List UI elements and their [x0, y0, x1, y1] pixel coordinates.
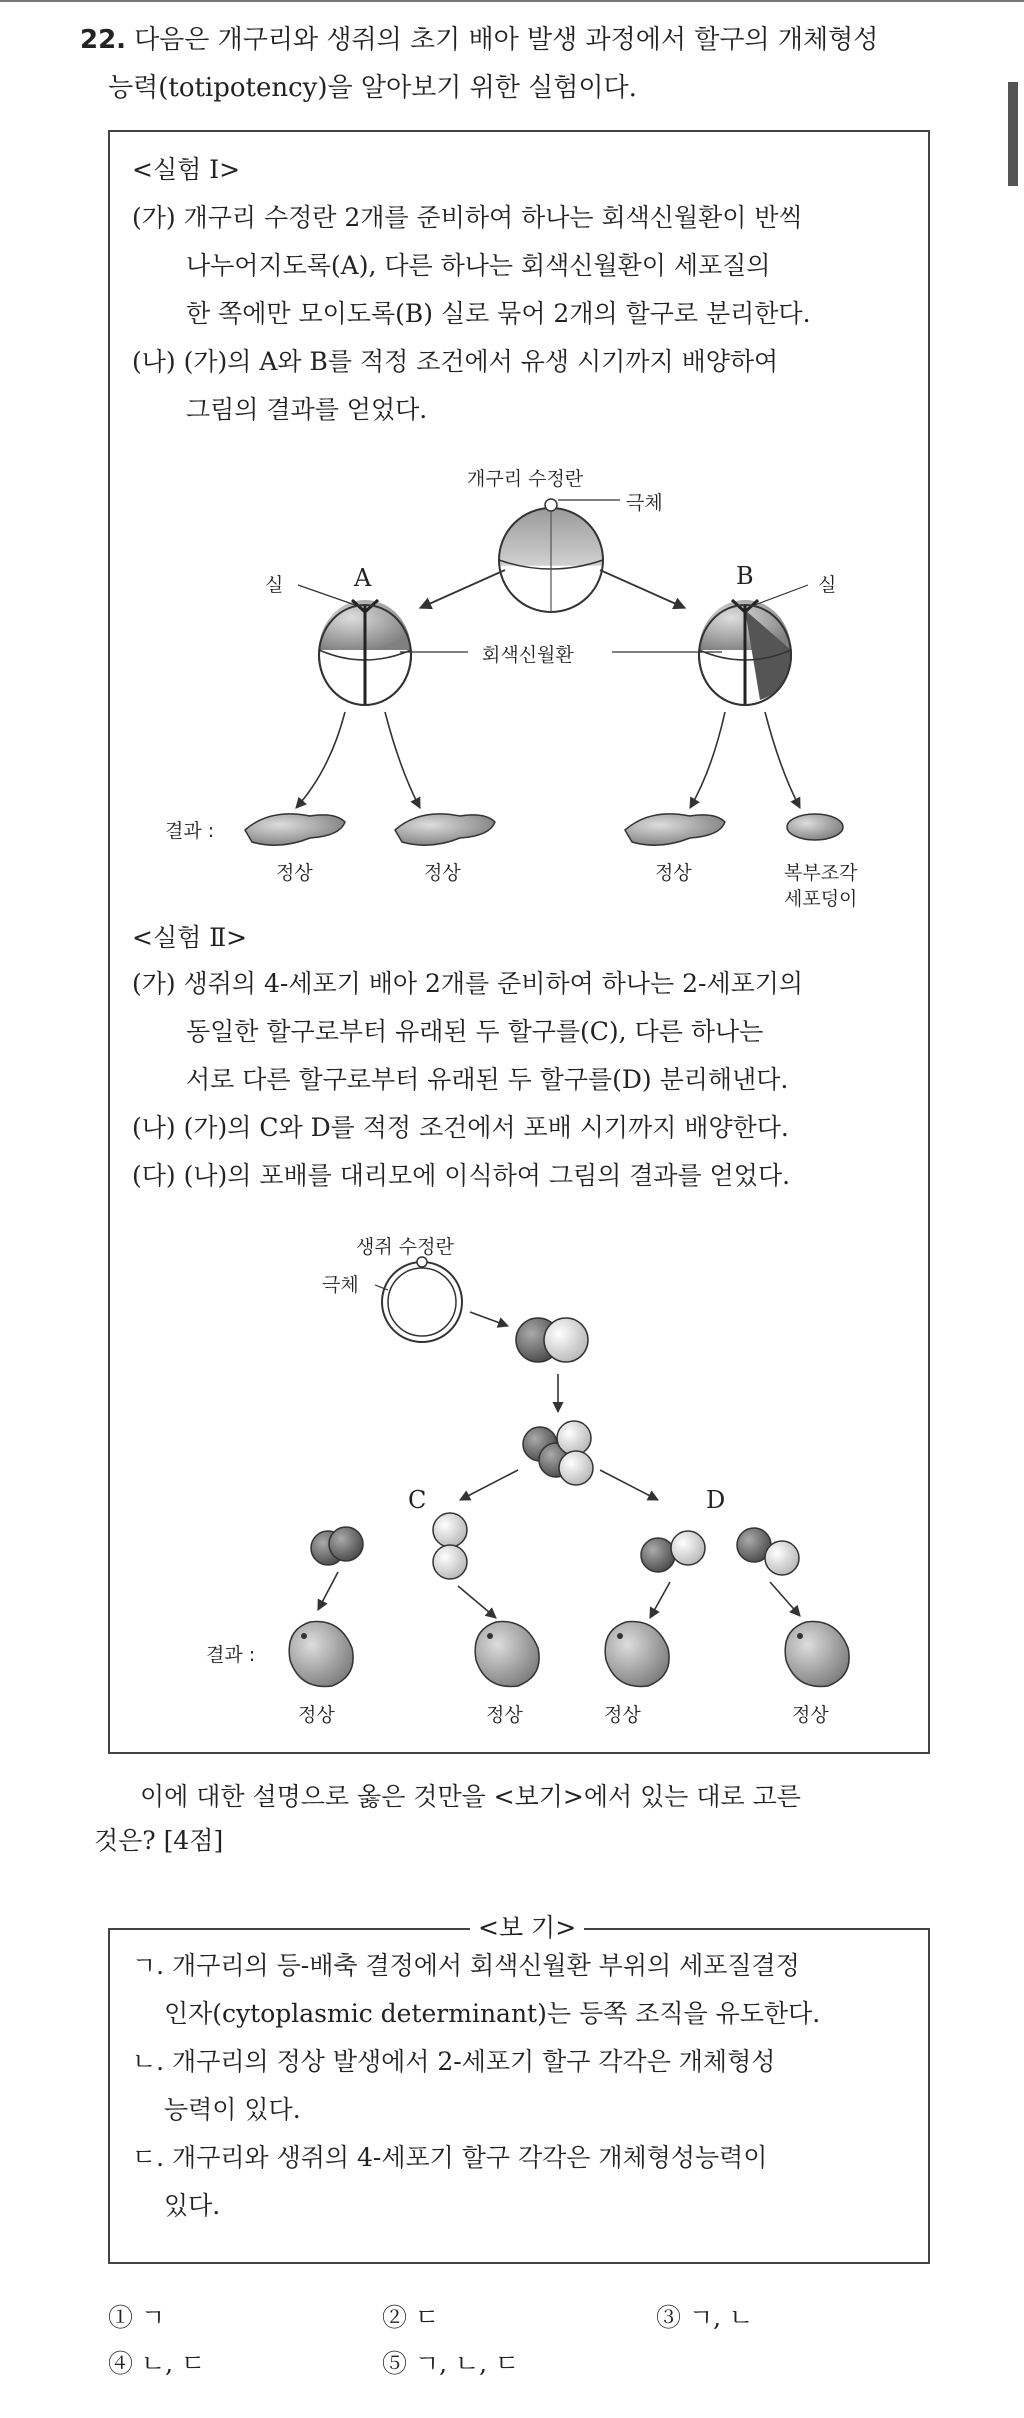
exp2-normal-1: 정상: [298, 1704, 335, 1726]
bogi-n-line-1: ㄴ. 개구리의 정상 발생에서 2-세포기 할구 각각은 개체형성: [132, 2047, 776, 2076]
frog-egg-label: 개구리 수정란: [467, 468, 584, 490]
bogi-g-line-2: 인자(cytoplasmic determinant)는 등쪽 조직을 유도한다.: [164, 1999, 821, 2028]
exp2-title: <실험 Ⅱ>: [132, 923, 248, 952]
prompt-line-2: 것은? [4점]: [94, 1826, 224, 1855]
exp2-normal-2: 정상: [486, 1704, 523, 1726]
exp1-title: <실험 Ⅰ>: [132, 155, 241, 184]
mouse-pup-1: [289, 1622, 353, 1687]
choice-1[interactable]: ① ㄱ: [108, 2303, 166, 2332]
exp2-ga-line-1: (가) 생쥐의 4-세포기 배아 2개를 준비하여 하나는 2-세포기의: [132, 969, 804, 998]
mouse-polar-body-label: 극체: [322, 1274, 359, 1296]
exp1-ga-line-2: 나누어지도록(A), 다른 하나는 회색신월환이 세포질의: [186, 251, 771, 280]
thread-right-label: 실: [818, 574, 837, 596]
exp1-ga-line-3: 한 쪽에만 모이도록(B) 실로 묶어 2개의 할구로 분리한다.: [186, 299, 811, 328]
bogi-d-line-2: 있다.: [164, 2191, 221, 2220]
abnormal-label-2: 세포덩이: [784, 888, 858, 910]
question-prompt: [94, 1775, 801, 1863]
choice-3[interactable]: ③ ㄱ, ㄴ: [656, 2303, 754, 2332]
prompt-line-1: 이에 대한 설명으로 옳은 것만을 <보기>에서 있는 대로 고른: [140, 1782, 801, 1811]
label-a: A: [354, 564, 372, 592]
exp1-normal-3: 정상: [655, 862, 692, 884]
label-d: D: [706, 1486, 726, 1514]
pair-c-light: [433, 1513, 467, 1579]
pair-c-dark: [311, 1527, 363, 1565]
label-c: C: [408, 1486, 427, 1514]
abnormal-label-1: 복부조각: [784, 862, 858, 884]
exp2-da-line: (다) (나)의 포배를 대리모에 이식하여 그림의 결과를 얻었다.: [132, 1161, 791, 1190]
bogi-g-line-1: ㄱ. 개구리의 등-배축 결정에서 회색신월환 부위의 세포질결정: [132, 1951, 800, 1980]
choice-5[interactable]: ⑤ ㄱ, ㄴ, ㄷ: [382, 2349, 520, 2378]
label-b: B: [736, 562, 754, 590]
question-line-2: 능력(totipotency)을 알아보기 위한 실험이다.: [108, 73, 637, 103]
question-number: 22.: [80, 25, 127, 55]
exp1-na-line-1: (나) (가)의 A와 B를 적정 조건에서 유생 시기까지 배양하여: [132, 347, 779, 376]
exp1-normal-1: 정상: [276, 862, 313, 884]
exp2-ga-line-2: 동일한 할구로부터 유래된 두 할구를(C), 다른 하나는: [186, 1017, 764, 1046]
mouse-zygote: [382, 1262, 462, 1342]
frog-polar-body-label: 극체: [626, 492, 663, 514]
exp2-na-line: (나) (가)의 C와 D를 적정 조건에서 포배 시기까지 배양한다.: [132, 1113, 789, 1142]
gray-crescent-label: 회색신월환: [482, 644, 574, 666]
exp1-normal-2: 정상: [424, 862, 461, 884]
exp1-result-label: 결과 :: [165, 820, 215, 842]
question-line-1: 다음은 개구리와 생쥐의 초기 배아 발생 과정에서 할구의 개체형성: [134, 25, 879, 55]
exp2-ga-line-3: 서로 다른 할구로부터 유래된 두 할구를(D) 분리해낸다.: [186, 1065, 789, 1094]
pair-d-2: [737, 1528, 799, 1575]
two-cell-embryo: [516, 1318, 588, 1362]
pair-d-1: [641, 1531, 705, 1572]
choice-2[interactable]: ② ㄷ: [382, 2303, 440, 2332]
exp2-normal-4: 정상: [792, 1704, 829, 1726]
choice-4[interactable]: ④ ㄴ, ㄷ: [108, 2349, 206, 2378]
exp2-normal-3: 정상: [604, 1704, 641, 1726]
exp1-ga-line-1: (가) 개구리 수정란 2개를 준비하여 하나는 회색신월환이 반씩: [132, 203, 803, 232]
exp1-na-line-2: 그림의 결과를 얻었다.: [186, 395, 428, 424]
mouse-pup-3: [605, 1622, 669, 1687]
mouse-pup-4: [785, 1622, 849, 1687]
exp2-result-label: 결과 :: [206, 1644, 256, 1666]
bogi-n-line-2: 능력이 있다.: [164, 2095, 301, 2124]
four-cell-embryo: [523, 1421, 593, 1485]
thread-left-label: 실: [265, 574, 284, 596]
bogi-title: <보 기>: [470, 1910, 584, 1946]
mouse-egg-label: 생쥐 수정란: [356, 1236, 454, 1258]
bogi-d-line-1: ㄷ. 개구리와 생쥐의 4-세포기 할구 각각은 개체형성능력이: [132, 2143, 768, 2172]
mouse-pup-2: [475, 1622, 539, 1687]
